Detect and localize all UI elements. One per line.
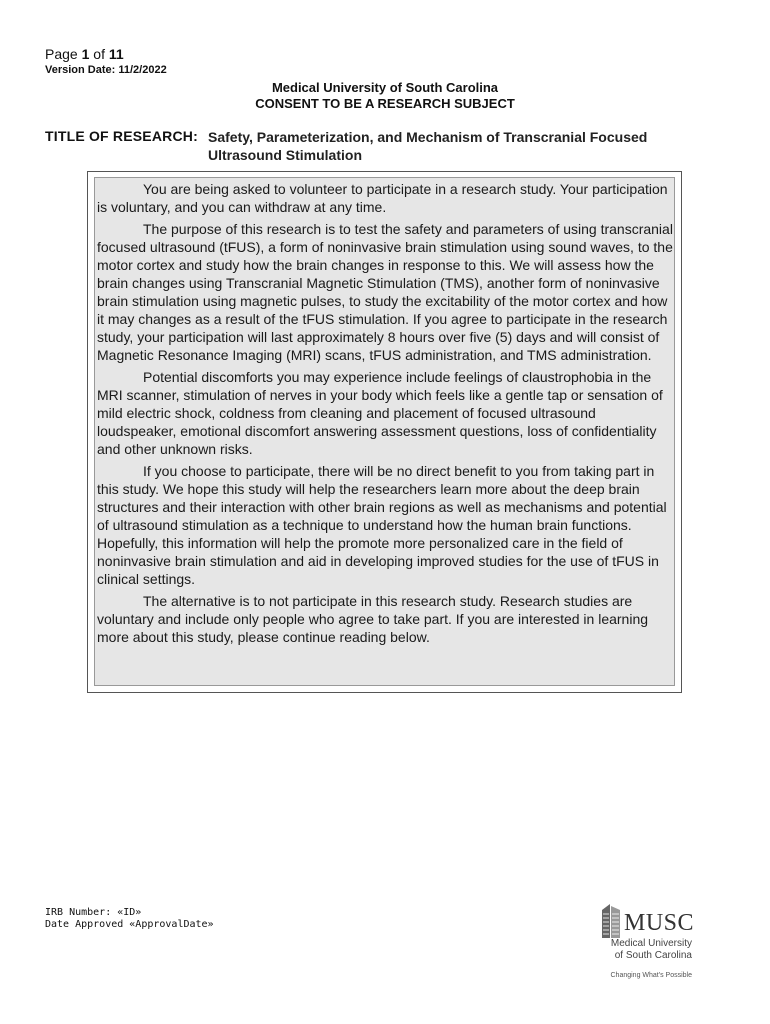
research-title-text: Safety, Parameterization, and Mechanism of Transcranial Focused Ultrasound Stimulation: [208, 129, 648, 163]
irb-number: IRB Number: «ID»: [45, 907, 142, 918]
date-approved: Date Approved «ApprovalDate»: [45, 919, 214, 930]
research-title-label: TITLE OF RESEARCH:: [45, 128, 198, 144]
page-number: [45, 46, 124, 62]
version-date: Version Date: 11/2/2022: [45, 64, 167, 76]
summary-paragraph: If you choose to participate, there will be no direct benefit to you from taking part in this study. We hope this study will help the researchers learn more about the deep brain structures and their interaction with other brain regions as well as mechanisms and potential of ultrasound stimulation as a technique to understand how the human brain functions. Hopefully, this information will help the promote more personalized care in the field of noninvasive brain stimulation and aid in developing improved studies for the use of tFUS in clinical settings.: [97, 463, 667, 587]
summary-paragraph: You are being asked to volunteer to participate in a research study. Your participation is voluntary, and you can withdraw at any time.: [97, 181, 668, 215]
summary-paragraph: The purpose of this research is to test the safety and parameters of using transcranial focused ultrasound (tFUS), a form of noninvasive brain stimulation using sound waves, to the motor cortex and study how the brain changes in response to this. We will assess how the brain changes using Transcranial Magnetic Stimulation (TMS), another form of noninvasive brain stimulation using magnetic pulses, to study the excitability of the motor cortex and how it may changes as a result of the tFUS stimulation. If you agree to participate in the research study, your participation will last approximately 8 hours over five (5) days and will consist of Magnetic Resonance Imaging (MRI) scans, tFUS administration, and TMS administration.: [97, 221, 673, 363]
page-of: of: [93, 46, 105, 62]
irb-footer: [45, 907, 214, 931]
logo-tagline: Changing What's Possible: [610, 972, 692, 979]
consent-form-title: CONSENT TO BE A RESEARCH SUBJECT: [255, 96, 515, 111]
summary-box-inner: [94, 177, 675, 686]
page-label: Page: [45, 46, 78, 62]
logo-wordmark: MUSC: [624, 910, 695, 936]
logo-line-1: Medical University: [610, 938, 692, 949]
page-current: 1: [81, 46, 90, 62]
institution-name: Medical University of South Carolina: [271, 80, 499, 95]
logo-line-2: of South Carolina: [614, 950, 692, 961]
musc-building-icon: [600, 902, 624, 938]
summary-paragraph: The alternative is to not participate in this research study. Research studies are voluntary and include only people who agree to take part. If you are interested in learning more about this study, please continue reading below.: [97, 593, 649, 645]
musc-logo: [596, 900, 696, 990]
summary-paragraph: Potential discomforts you may experience include feelings of claustrophobia in the MRI scanner, stimulation of nerves in your body which feels like a gentle tap or sensation of mild electric shock, coldness from cleaning and placement of focused ultrasound loudspeaker, emotional discomfort answering assessment questions, loss of confidentiality and other unknown risks.: [97, 369, 663, 457]
summary-box: [87, 171, 682, 693]
summary-text: [97, 180, 677, 650]
page-total: 11: [108, 46, 124, 62]
